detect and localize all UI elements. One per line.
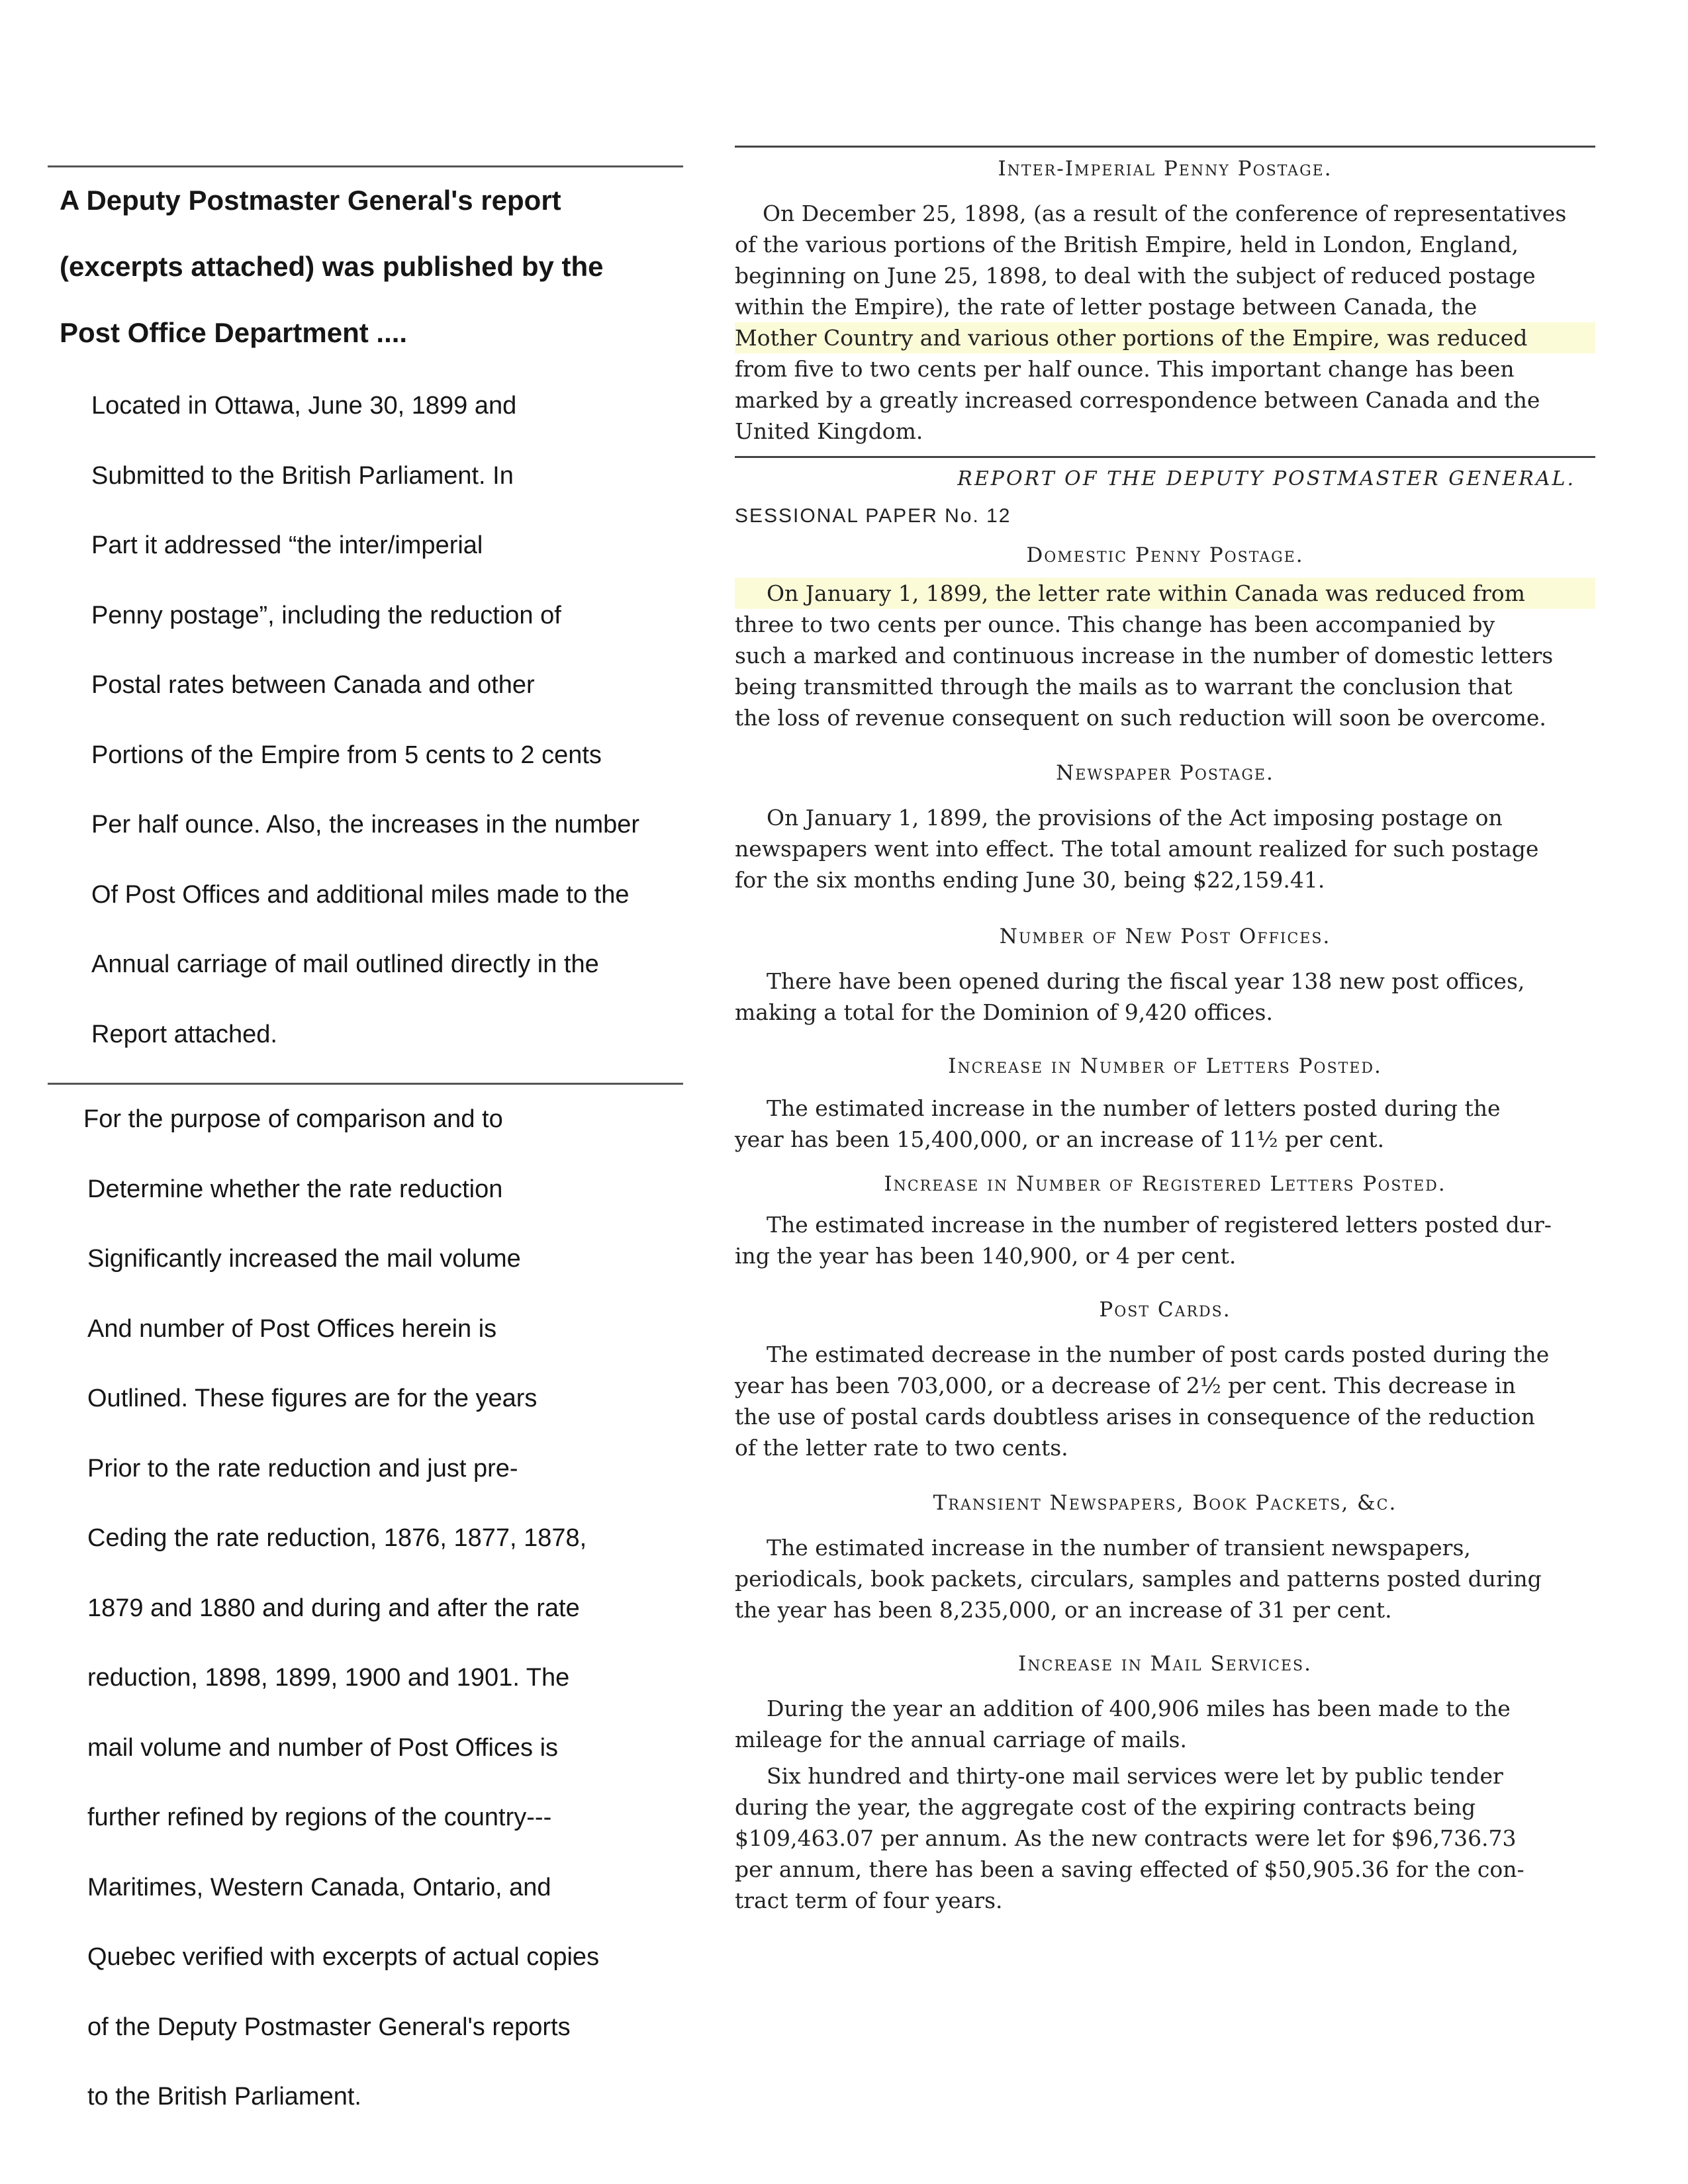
- para-line: Determine whether the rate reduction: [87, 1175, 503, 1203]
- text-line: making a total for the Dominion of 9,420 offices.: [735, 999, 1273, 1025]
- text-line: On December 25, 1898, (as a result of the conference of representatives: [763, 201, 1567, 226]
- para-line: Part it addressed “the inter/imperial: [91, 531, 483, 559]
- text-line: $109,463.07 per annum. As the new contracts were let for $96,736.73: [735, 1825, 1517, 1851]
- separator-rule: [735, 456, 1595, 458]
- text-line: Mother Country and various other portions of the Empire, was reduced: [735, 322, 1595, 353]
- para-line: Per half ounce. Also, the increases in the number: [91, 811, 640, 839]
- summary-headline: [48, 167, 683, 366]
- para-line: Outlined. These figures are for the years: [87, 1385, 538, 1412]
- para-line: For the purpose of comparison and to: [83, 1105, 503, 1133]
- text-line: United Kingdom.: [735, 418, 923, 444]
- para-line: Penny postage”, including the reduction of: [91, 601, 561, 629]
- para-line: Submitted to the British Parliament. In: [91, 461, 514, 490]
- text-line: such a marked and continuous increase in the number of domestic letters: [735, 643, 1554, 668]
- section-heading: Transient Newspapers, Book Packets, &c.: [933, 1491, 1397, 1515]
- text-line: The estimated increase in the number of transient newspapers,: [767, 1535, 1471, 1561]
- para-line: Portions of the Empire from 5 cents to 2 cents: [91, 741, 602, 769]
- para-line: And number of Post Offices herein is: [87, 1314, 497, 1343]
- text-line: There have been opened during the fiscal year 138 new post offices,: [767, 968, 1525, 994]
- text-line: during the year, the aggregate cost of the expiring contracts being: [735, 1794, 1476, 1820]
- text-line: of the letter rate to two cents.: [735, 1435, 1068, 1461]
- text-line: the loss of revenue consequent on such reduction will soon be overcome.: [735, 705, 1546, 731]
- left-summary-column: [48, 165, 683, 2132]
- transient-paragraph: [735, 1532, 1595, 1625]
- para-line: Postal rates between Canada and other: [91, 671, 535, 699]
- para-line: reduction, 1898, 1899, 1900 and 1901. The: [87, 1664, 570, 1692]
- registered-paragraph: [735, 1209, 1595, 1271]
- inter-imperial-paragraph: [735, 198, 1595, 447]
- text-line: three to two cents per ounce. This change has been accompanied by: [735, 612, 1495, 637]
- text-line: ing the year has been 140,900, or 4 per cent.: [735, 1243, 1237, 1269]
- para-line: further refined by regions of the country---: [87, 1803, 552, 1831]
- section-heading: Increase in Number of Registered Letters Posted.: [884, 1172, 1446, 1196]
- para-line: mail volume and number of Post Offices is: [87, 1733, 559, 1762]
- text-line: the year has been 8,235,000, or an increase of 31 per cent.: [735, 1597, 1392, 1623]
- text-line: On January 1, 1899, the provisions of the Act imposing postage on: [767, 805, 1503, 831]
- text-line: The estimated decrease in the number of post cards posted during the: [767, 1342, 1550, 1367]
- para-line: to the British Parliament.: [87, 2083, 361, 2111]
- section-heading: Domestic Penny Postage.: [1026, 543, 1304, 567]
- para-line: Located in Ottawa, June 30, 1899 and: [91, 392, 517, 420]
- text-line: of the various portions of the British Empire, held in London, England,: [735, 232, 1519, 257]
- text-line: year has been 15,400,000, or an increase of 11½ per cent.: [735, 1126, 1385, 1152]
- mail-services-paragraph: [735, 1693, 1595, 1755]
- text-line: the use of postal cards doubtless arises in consequence of the reduction: [735, 1404, 1535, 1430]
- newspaper-paragraph: [735, 802, 1595, 895]
- section-heading: Increase in Number of Letters Posted.: [948, 1054, 1382, 1078]
- para-line: Quebec verified with excerpts of actual copies: [87, 1943, 600, 1971]
- headline-line: (excerpts attached) was published by the: [60, 251, 604, 282]
- summary-paragraph-1: [48, 371, 683, 1069]
- para-line: Maritimes, Western Canada, Ontario, and: [87, 1873, 551, 1901]
- section-heading: Number of New Post Offices.: [999, 925, 1331, 948]
- para-line: Annual carriage of mail outlined directly in the: [91, 950, 599, 978]
- mail-contracts-paragraph: [735, 1760, 1595, 1916]
- summary-paragraph-2: [48, 1085, 683, 2132]
- headline-line: Post Office Department ....: [60, 317, 408, 348]
- top-rule: [735, 146, 1595, 148]
- text-line: During the year an addition of 400,906 miles has been made to the: [767, 1696, 1511, 1721]
- text-line: On January 1, 1899, the letter rate within Canada was reduced from: [735, 578, 1595, 609]
- text-line: beginning on June 25, 1898, to deal with the subject of reduced postage: [735, 263, 1536, 289]
- text-line: periodicals, book packets, circulars, samples and patterns posted during: [735, 1566, 1542, 1592]
- new-offices-paragraph: [735, 966, 1595, 1028]
- domestic-paragraph: [735, 578, 1595, 733]
- postcards-paragraph: [735, 1339, 1595, 1463]
- section-heading: Post Cards.: [1099, 1298, 1231, 1322]
- text-line: Six hundred and thirty-one mail services were let by public tender: [767, 1763, 1503, 1789]
- running-head: REPORT OF THE DEPUTY POSTMASTER GENERAL.: [957, 467, 1575, 490]
- text-line: The estimated increase in the number of registered letters posted dur-: [767, 1212, 1552, 1238]
- text-line: newspapers went into effect. The total amount realized for such postage: [735, 836, 1539, 862]
- headline-line: A Deputy Postmaster General's report: [60, 185, 561, 216]
- sessional-paper-label: SESSIONAL PAPER No. 12: [735, 505, 1011, 527]
- text-line: within the Empire), the rate of letter postage between Canada, the: [735, 294, 1477, 320]
- section-heading: Increase in Mail Services.: [1018, 1652, 1312, 1676]
- section-heading: Inter-Imperial Penny Postage.: [998, 157, 1333, 181]
- para-line: Significantly increased the mail volume: [87, 1245, 521, 1273]
- para-line: Prior to the rate reduction and just pre-: [87, 1454, 518, 1482]
- letters-paragraph: [735, 1093, 1595, 1155]
- text-line: per annum, there has been a saving effected of $50,905.36 for the con-: [735, 1856, 1524, 1882]
- report-excerpt-column: [735, 146, 1595, 1916]
- text-line: The estimated increase in the number of letters posted during the: [767, 1095, 1501, 1121]
- text-line: marked by a greatly increased correspondence between Canada and the: [735, 387, 1540, 413]
- text-line: for the six months ending June 30, being $22,159.41.: [735, 867, 1325, 893]
- para-line: 1879 and 1880 and during and after the rate: [87, 1594, 580, 1622]
- text-line: mileage for the annual carriage of mails.: [735, 1727, 1187, 1752]
- para-line: Of Post Offices and additional miles made to the: [91, 880, 630, 909]
- text-line: tract term of four years.: [735, 1888, 1003, 1913]
- text-line: being transmitted through the mails as to warrant the conclusion that: [735, 674, 1513, 700]
- text-line: from five to two cents per half ounce. This important change has been: [735, 356, 1515, 382]
- para-line: Report attached.: [91, 1020, 277, 1048]
- text-line: year has been 703,000, or a decrease of 2½ per cent. This decrease in: [735, 1373, 1516, 1398]
- para-line: of the Deputy Postmaster General's reports: [87, 2013, 571, 2041]
- para-line: Ceding the rate reduction, 1876, 1877, 1878,: [87, 1524, 587, 1552]
- section-heading: Newspaper Postage.: [1056, 761, 1274, 785]
